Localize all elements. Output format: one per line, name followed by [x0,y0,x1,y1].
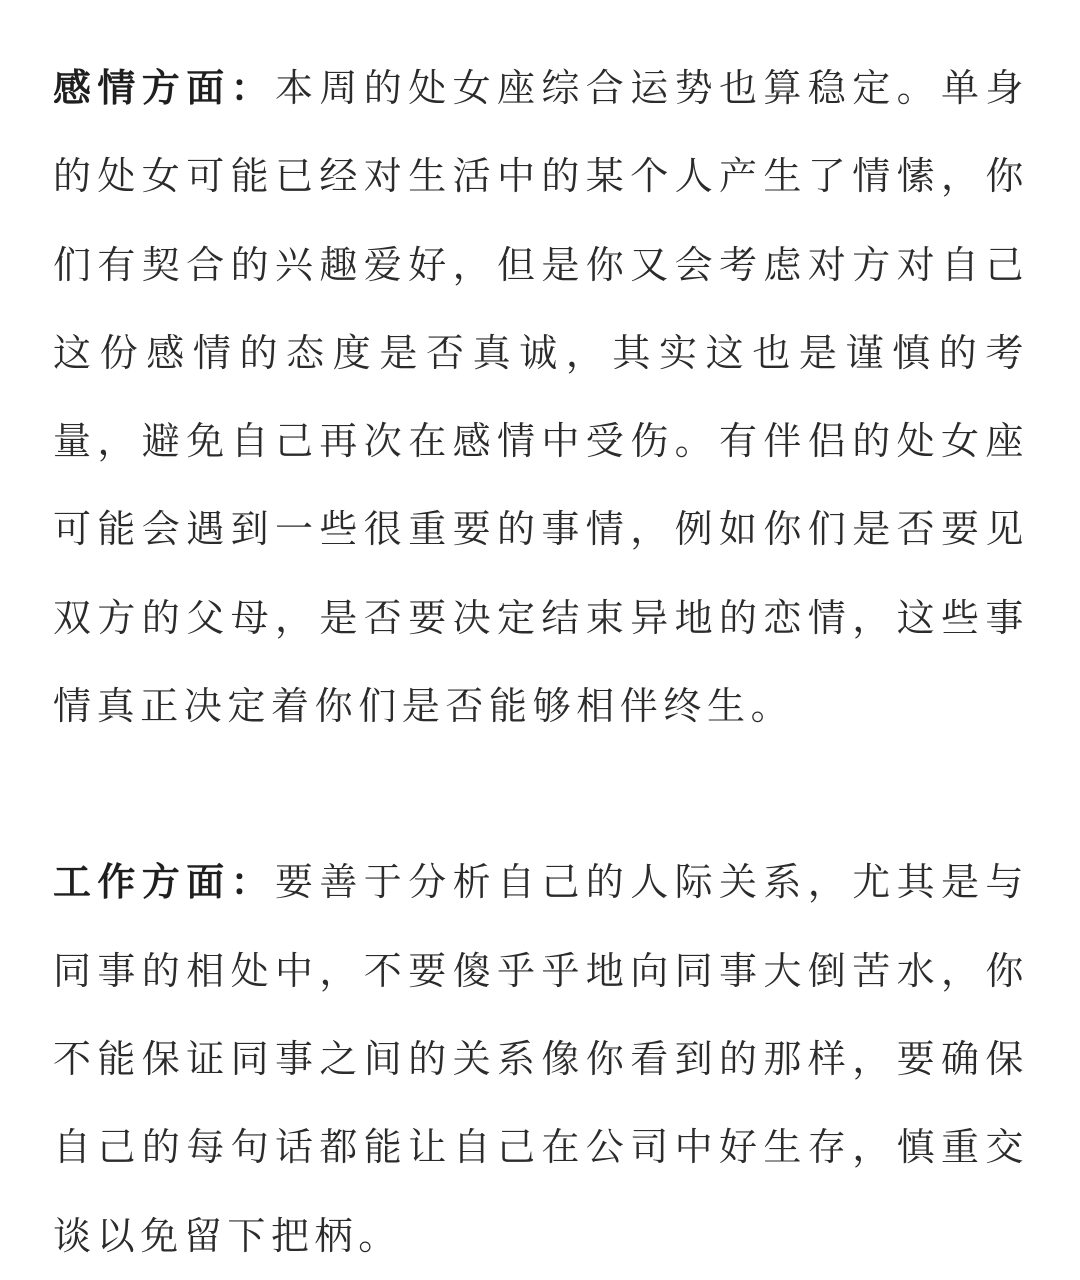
work-section-text: 要善于分析自己的人际关系，尤其是与同事的相处中，不要傻乎乎地向同事大倒苦水，你不能保证同事之间的关系像你看到的那样，要确保自己的每句话都能让自己在公司中好生存，慎重交谈以免留下把柄。 [53,860,1029,1258]
love-section-label: 感情方面： [53,66,275,110]
work-section [53,838,1029,1279]
love-section [53,44,1029,750]
article-body [53,44,1029,1280]
love-section-text: 本周的处女座综合运势也算稳定。单身的处女可能已经对生活中的某个人产生了情愫，你们有契合的兴趣爱好，但是你又会考虑对方对自己这份感情的态度是否真诚，其实这也是谨慎的考量，避免自己再次在感情中受伤。有伴侣的处女座可能会遇到一些很重要的事情，例如你们是否要见双方的父母，是否要决定结束异地的恋情，这些事情真正决定着你们是否能够相伴终生。 [53,66,1029,729]
work-section-label: 工作方面： [53,860,275,905]
